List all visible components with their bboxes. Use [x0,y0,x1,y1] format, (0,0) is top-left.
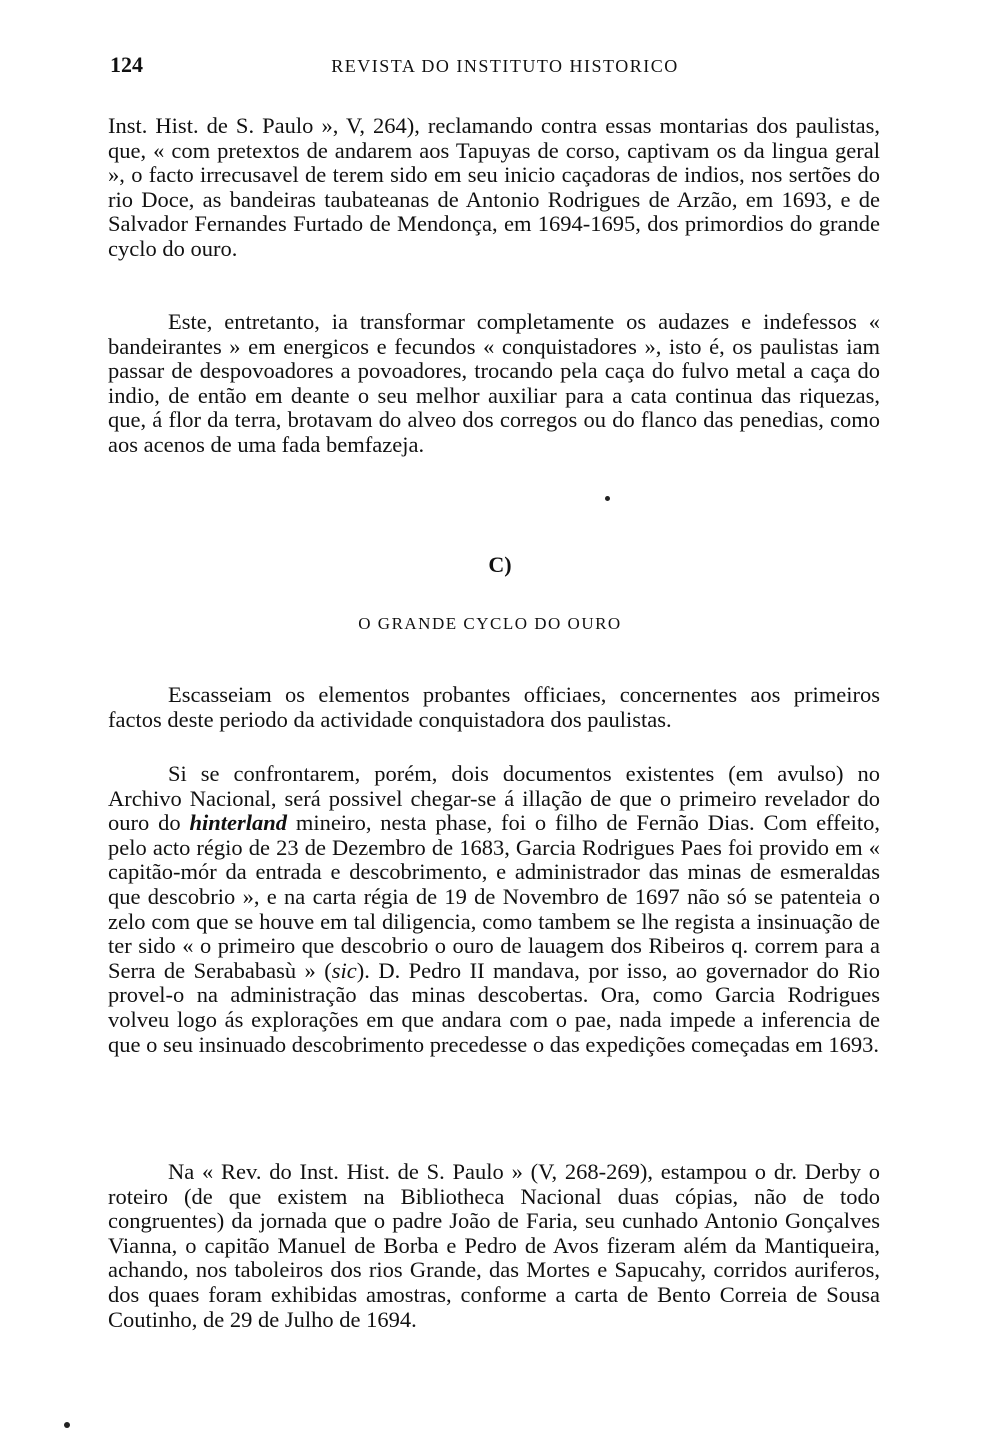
section-letter: C) [488,552,512,577]
paragraph-elementos-probantes: Escasseiam os elementos probantes officiaes, concernentes aos primeiros factos deste periodo da actividade conquistadora dos paulistas. [108,682,880,732]
emphasis-sic: sic [331,957,357,983]
paragraph-roteiro-derby: Na « Rev. do Inst. Hist. de S. Paulo » (V, 268-269), estampou o dr. Derby o roteiro (de que existem na Bibliotheca Nacional duas cópias, não de todo congruentes) da jornada que o padre João de Faria, seu cunhado Antonio Gonçalves Vianna, o capitão Manuel de Borba e Pedro de Avos fizeram além da Mantiqueira, achando, nos taboleiros dos rios Grande, das Mortes e Sapucahy, corridos auriferos, dos quaes foram exhibidas amostras, conforme a carta de Bento Correia de Sousa Coutinho, de 29 de Julho de 1694. [108,1159,880,1332]
page-number: 124 [110,52,143,77]
paragraph-documentos-archivo [108,762,880,1057]
paragraph-text-part: ). D. Pedro II mandava, por isso, ao governador do Rio provel-o na administração das minas descobertas. Ora, como Garcia Rodrigues volveu logo ás explorações em que andara com o pae, nada impede a inferencia de que o seu insinuado descobrimento precedesse o das expedições começadas em 1693. [108,957,880,1057]
paragraph-continuation: Inst. Hist. de S. Paulo », V, 264), reclamando contra essas montarias dos paulistas, que, « com pretextos de andarem aos Tapuyas de corso, captivam os da lingua geral », o facto irrecusavel de terem sido em seu inicio caçadoras de indios, nos sertões do rio Doce, as bandeiras taubateanas de Antonio Rodrigues de Arzão, em 1693, e de Salvador Fernandes Furtado de Mendonça, em 1694-1695, dos primordios do grande cyclo do ouro. [108,113,880,261]
section-title: O GRANDE CYCLO DO OURO [358,614,622,633]
page-header [110,52,900,92]
emphasis-hinterland: hinterland [189,810,287,836]
paragraph-text-part: Si se confrontarem, porém, dois documentos existentes (em avulso) no Archivo Nacional, será possivel chegar-se á illação de que o primeiro revelador do ouro do [108,761,880,836]
paragraph-bandeirantes: Este, entretanto, ia transformar completamente os audazes e indefessos « bandeirantes » em energicos e fecundos « conquistadores », isto é, os paulistas iam passar de despovoadores a povoadores, trocando pela caça do fulvo metal a caça do indio, de então em deante o seu melhor auxiliar para a cata continua das riquezas, que, á flor da terra, brotavam do alveo dos corregos ou do flanco das penedias, como aos acenos de uma fada bemfazeja. [108,309,880,457]
stray-dot-mark [64,1422,70,1428]
paragraph-text-part: mineiro, nesta phase, foi o filho de Fernão Dias. Com effeito, pelo acto régio de 23 de Dezembro de 1683, Garcia Rodrigues Paes foi provido em « capitão-mór da entrada e descobrimento, e administrador das minas de esmeraldas que descobrio », e na carta régia de 19 de Novembro de 1697 não só se patenteia o zelo com que se houve em tal diligencia, como tambem se lhe regista a insinuação de ter sido « o primeiro que descobrio o ouro de lauagem dos Ribeiros q. correm para a Serra de Serababasù » ( [108,810,880,983]
running-title: REVISTA DO INSTITUTO HISTORICO [331,56,679,76]
stray-dot-mark [605,496,610,501]
